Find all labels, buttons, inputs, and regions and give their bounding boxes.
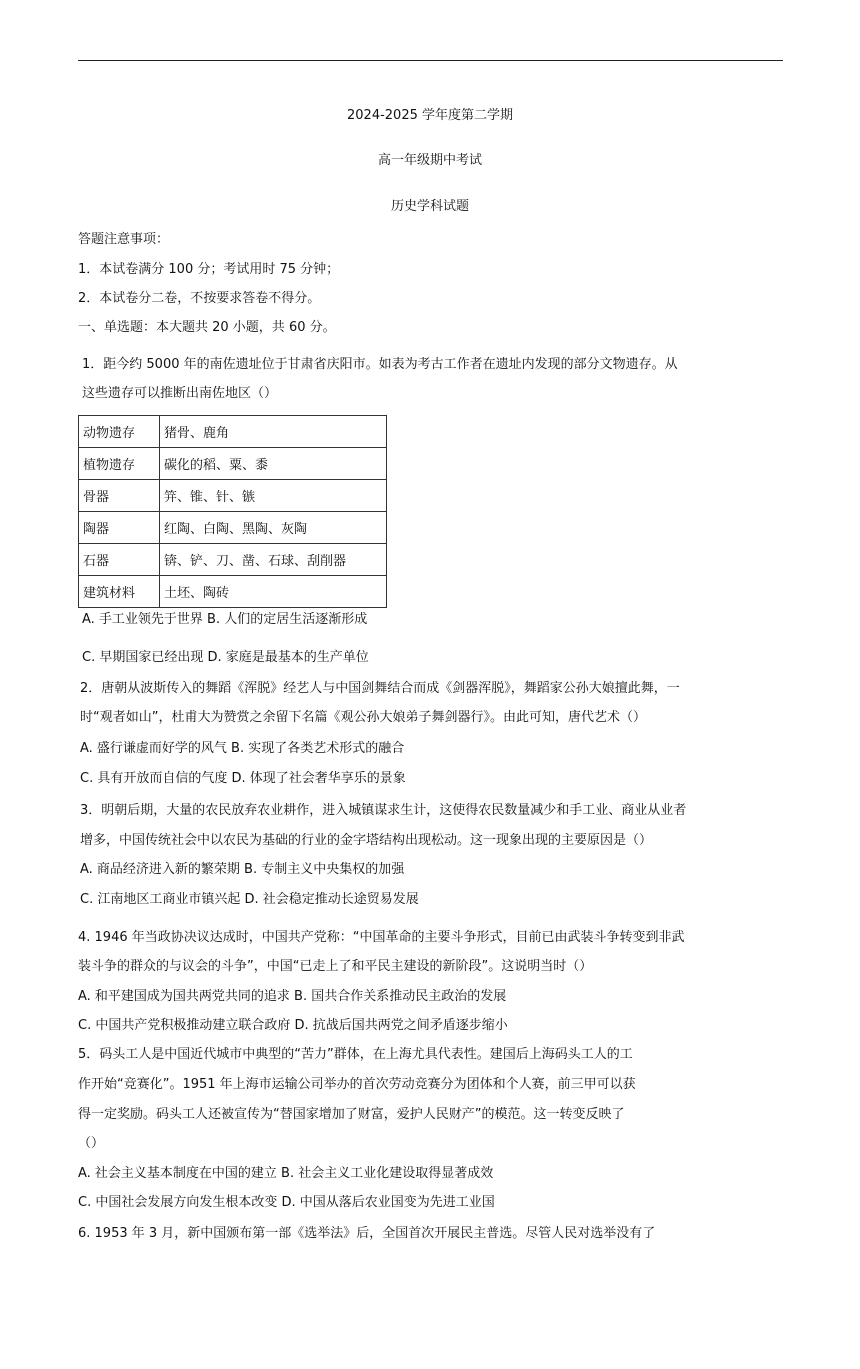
question-3-options: A. 商品经济进入新的繁荣期 B. 专制主义中央集权的加强 bbox=[80, 862, 405, 877]
relics-table bbox=[78, 415, 387, 608]
table-cell: 骨器 bbox=[79, 480, 160, 512]
question-6-text: 6. 1953 年 3 月，新中国颁布第一部《选举法》后，全国首次开展民主普选。尽管人民对选举没有了 bbox=[78, 1226, 656, 1241]
table-cell: 红陶、白陶、黑陶、灰陶 bbox=[160, 512, 387, 544]
section-heading: 一、单选题：本大题共 20 小题，共 60 分。 bbox=[78, 320, 336, 335]
table-cell: 锛、铲、刀、凿、石球、刮削器 bbox=[160, 544, 387, 576]
question-1-options: A. 手工业领先于世界 B. 人们的定居生活逐渐形成 bbox=[82, 612, 368, 627]
table-cell: 陶器 bbox=[79, 512, 160, 544]
header-rule bbox=[78, 60, 783, 61]
question-4-text: 装斗争的群众的与议会的斗争”，中国“已走上了和平民主建设的新阶段”。这说明当时（） bbox=[78, 959, 593, 974]
note-item: 2．本试卷分二卷，不按要求答卷不得分。 bbox=[78, 291, 321, 306]
question-5-text: （） bbox=[78, 1136, 105, 1151]
table-row bbox=[79, 480, 387, 512]
table-cell: 动物遗存 bbox=[79, 416, 160, 448]
table-cell: 植物遗存 bbox=[79, 448, 160, 480]
table-row bbox=[79, 544, 387, 576]
question-2-text: 时“观者如山”，杜甫大为赞赏之余留下名篇《观公孙大娘弟子舞剑器行》。由此可知，唐代艺术（） bbox=[80, 710, 646, 725]
question-1-text: 这些遗存可以推断出南佐地区（） bbox=[82, 386, 278, 401]
table-cell: 土坯、陶砖 bbox=[160, 576, 387, 608]
table-row bbox=[79, 576, 387, 608]
table-cell: 石器 bbox=[79, 544, 160, 576]
table-cell: 笄、锥、针、镞 bbox=[160, 480, 387, 512]
question-5-text: 得一定奖励。码头工人还被宣传为“替国家增加了财富，爱护人民财产”的模范。这一转变反映了 bbox=[78, 1107, 625, 1122]
question-4-options: A. 和平建国成为国共两党共同的追求 B. 国共合作关系推动民主政治的发展 bbox=[78, 989, 507, 1004]
exam-subject: 历史学科试题 bbox=[390, 199, 469, 214]
question-3-text: 增多，中国传统社会中以农民为基础的行业的金字塔结构出现松动。这一现象出现的主要原因是（） bbox=[80, 833, 653, 848]
notes-title: 答题注意事项： bbox=[78, 232, 170, 247]
note-item: 1．本试卷满分 100 分；考试用时 75 分钟； bbox=[78, 262, 340, 277]
question-2-options: A. 盛行谦虚而好学的风气 B. 实现了各类艺术形式的融合 bbox=[80, 741, 405, 756]
question-3-text: 3．明朝后期，大量的农民放弃农业耕作，进入城镇谋求生计，这使得农民数量减少和手工业、商业从业者 bbox=[80, 803, 687, 818]
question-5-text: 作开始“竞赛化”。1951 年上海市运输公司举办的首次劳动竞赛分为团体和个人赛，前三甲可以获 bbox=[78, 1077, 636, 1092]
question-1-options: C. 早期国家已经出现 D. 家庭是最基本的生产单位 bbox=[82, 650, 369, 665]
exam-grade: 高一年级期中考试 bbox=[377, 153, 482, 168]
table-row bbox=[79, 512, 387, 544]
question-2-options: C. 具有开放而自信的气度 D. 体现了社会奢华享乐的景象 bbox=[80, 771, 406, 786]
question-4-options: C. 中国共产党积极推动建立联合政府 D. 抗战后国共两党之间矛盾逐步缩小 bbox=[78, 1018, 508, 1033]
question-5-text: 5．码头工人是中国近代城市中典型的“苦力”群体，在上海尤具代表性。建国后上海码头工人的工 bbox=[78, 1047, 633, 1062]
exam-year: 2024-2025 学年度第二学期 bbox=[347, 108, 513, 123]
question-3-options: C. 江南地区工商业市镇兴起 D. 社会稳定推动长途贸易发展 bbox=[80, 892, 419, 907]
question-5-options: C. 中国社会发展方向发生根本改变 D. 中国从落后农业国变为先进工业国 bbox=[78, 1195, 495, 1210]
table-row bbox=[79, 416, 387, 448]
table-cell: 碳化的稻、粟、黍 bbox=[160, 448, 387, 480]
question-4-text: 4. 1946 年当政协决议达成时，中国共产党称：“中国革命的主要斗争形式，目前已由武装斗争转变到非武 bbox=[78, 930, 685, 945]
table-cell: 猪骨、鹿角 bbox=[160, 416, 387, 448]
table-row bbox=[79, 448, 387, 480]
question-5-options: A. 社会主义基本制度在中国的建立 B. 社会主义工业化建设取得显著成效 bbox=[78, 1166, 494, 1181]
question-2-text: 2．唐朝从波斯传入的舞蹈《浑脱》经艺人与中国剑舞结合而成《剑器浑脱》，舞蹈家公孙大娘擅此舞，一 bbox=[80, 681, 680, 696]
table-cell: 建筑材料 bbox=[79, 576, 160, 608]
question-1-text: 1．距今约 5000 年的南佐遗址位于甘肃省庆阳市。如表为考古工作者在遗址内发现的部分文物遗存。从 bbox=[82, 357, 678, 372]
